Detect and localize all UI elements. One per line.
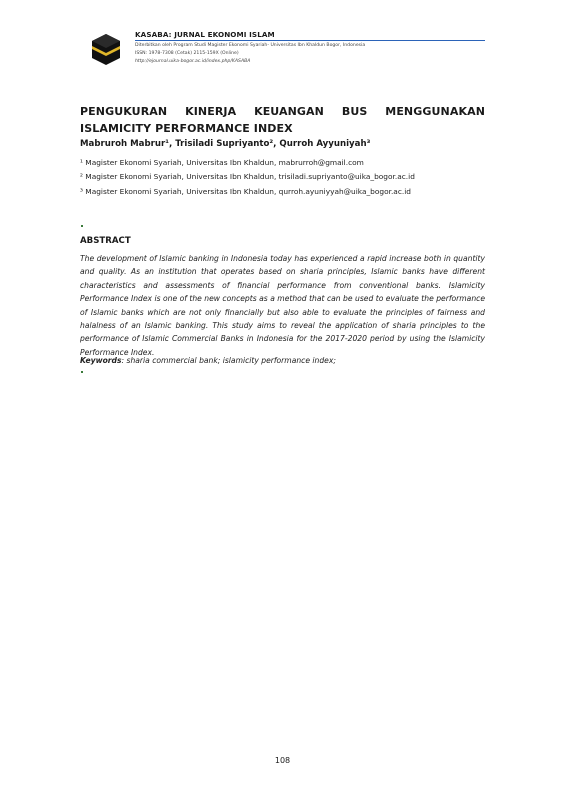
paper-authors: Mabruroh Mabrur¹, Trisiladi Supriyanto², Qurroh Ayyuniyah³	[80, 139, 371, 149]
abstract-text: The development of Islamic banking in Indonesia today has experienced a rapid increase both in quantity and quality. As an institution that operates based on sharia principles, Islamic banks have different characteristics and assessments of financial performance from conventional banks. Islamicity Performance Index is one of the new concepts as a method that can be used to evaluate the performance of Islamic banks which are not only financially but also able to evaluate the principles of fairness and halalness of an Islamic banking. This study aims to reveal the application of sharia principles to the performance of Islamic Commercial Banks in Indonesia for the 2017-2020 period by using the Islamicity Performance Index.	[80, 254, 485, 357]
page-number: 108	[274, 756, 291, 765]
journal-issn: ISSN: 1978-7308 (Cetak) 2115-159X (Online)	[135, 51, 239, 56]
kaaba-logo-icon	[90, 32, 122, 66]
marker-dot	[81, 225, 83, 227]
keywords	[80, 356, 336, 365]
keywords-label: Keywords	[80, 356, 122, 365]
journal-url[interactable]: http://ejournal.uika-bogor.ac.id/index.php/KASABA	[135, 59, 251, 64]
affiliation-1: ¹ Magister Ekonomi Syariah, Universitas Ibn Khaldun, mabrurroh@gmail.com	[80, 158, 364, 167]
keywords-text: : sharia commercial bank; islamicity performance index;	[121, 356, 336, 365]
abstract-heading: ABSTRACT	[80, 236, 131, 246]
affiliation-3: ³ Magister Ekonomi Syariah, Universitas Ibn Khaldun, qurroh.ayuniyyah@uika_bogor.ac.id	[80, 187, 411, 196]
journal-header	[85, 27, 485, 73]
affiliation-2: ² Magister Ekonomi Syariah, Universitas Ibn Khaldun, trisiladi.supriyanto@uika_bogor.ac.id	[80, 172, 415, 181]
header-rule	[135, 40, 485, 41]
paper-title: PENGUKURAN KINERJA KEUANGAN BUS MENGGUNAKAN ISLAMICITY PERFORMANCE INDEX	[80, 105, 485, 135]
marker-dot	[81, 371, 83, 373]
journal-publisher: Diterbitkan oleh Program Studi Magister Ekonomi Syariah- Universitas Ibn Khaldun Bogor, Indonesia	[135, 43, 366, 48]
journal-name: KASABA: JURNAL EKONOMI ISLAM	[135, 30, 275, 39]
